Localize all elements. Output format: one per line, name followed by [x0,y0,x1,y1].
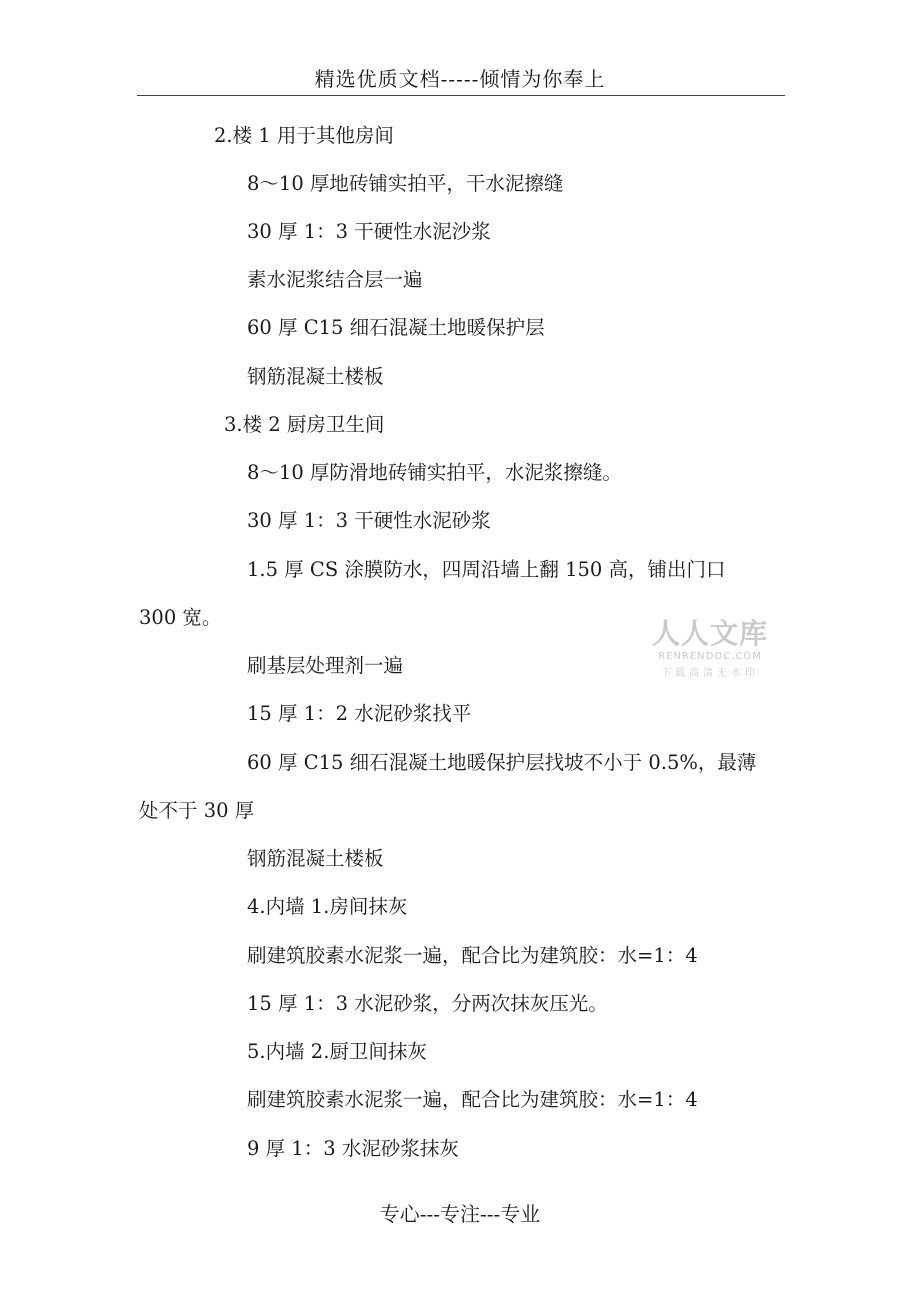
text-line: 9 厚 1：3 水泥砂浆抹灰 [247,1137,459,1160]
text-line: 刷建筑胶素水泥浆一遍，配合比为建筑胶：水=1：4 [247,944,698,967]
header-divider [137,95,785,96]
page-footer: 专心---专注---专业 [379,1202,541,1226]
text-line-continued: 300 宽。 [139,606,222,629]
text-line: 钢筋混凝土楼板 [247,365,384,388]
watermark-logo-text: 人人文库 [651,617,768,650]
watermark-logo [645,617,775,679]
text-line: 刷基层处理剂一遍 [247,654,404,677]
watermark-url: RENRENDOC.COM [658,651,762,662]
text-line: 30 厚 1：3 干硬性水泥沙浆 [247,220,491,243]
text-line: 8～10 厚防滑地砖铺实拍平，水泥浆擦缝。 [247,461,622,484]
text-line: 刷建筑胶素水泥浆一遍，配合比为建筑胶：水=1：4 [247,1088,698,1111]
text-line: 30 厚 1：3 干硬性水泥砂浆 [247,509,491,532]
text-line: 1.5 厚 CS 涂膜防水，四周沿墙上翻 150 高，铺出门口 [247,558,726,581]
page-header: 精选优质文档-----倾情为你奉上 [314,67,606,91]
heading-wall-1: 4.内墙 1.房间抹灰 [247,895,408,918]
text-line-continued: 处不于 30 厚 [139,799,255,822]
watermark-tagline: 下载高清无水印 [661,668,759,679]
text-line: 15 厚 1：2 水泥砂浆找平 [247,702,472,725]
heading-floor-1: 2.楼 1 用于其他房间 [214,124,394,147]
text-line: 15 厚 1：3 水泥砂浆，分两次抹灰压光。 [247,992,608,1015]
heading-wall-2: 5.内墙 2.厨卫间抹灰 [247,1040,427,1063]
text-line: 8～10 厚地砖铺实拍平，干水泥擦缝 [247,172,564,195]
text-line: 素水泥浆结合层一遍 [247,268,423,291]
text-line: 60 厚 C15 细石混凝土地暖保护层 [247,316,545,339]
heading-floor-2: 3.楼 2 厨房卫生间 [224,413,385,436]
text-line: 60 厚 C15 细石混凝土地暖保护层找坡不小于 0.5%，最薄 [247,751,757,774]
text-line: 钢筋混凝土楼板 [247,847,384,870]
